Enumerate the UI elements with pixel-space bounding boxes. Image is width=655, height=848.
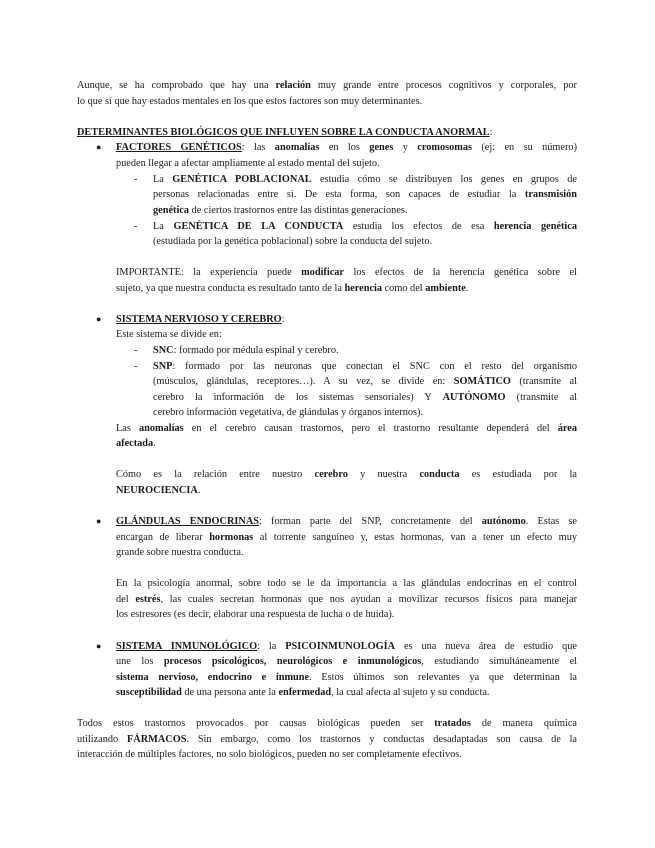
importante-line-1: IMPORTANTE: la experiencia puede modificar los efectos de la herencia genética sobre el — [116, 267, 577, 278]
anomalias-line-1: Las anomalías en el cerebro causan trastornos, pero el trastorno resultante dependerá del área — [116, 423, 578, 434]
snc-line: SNC: formado por médula espinal y cerebro. — [153, 345, 339, 356]
nervioso-intro: Este sistema se divide en: — [116, 329, 222, 340]
geneticos-line-1: FACTORES GENÉTICOS: las anomalías en los genes y cromosomas (ej: en su número) — [116, 142, 578, 153]
glandulas-line-3: grande sobre nuestra conducta. — [116, 547, 244, 558]
inmuno-line-3: sistema nervioso, endocrino e inmune. Estos últimos son relevantes ya que determinan la — [116, 672, 577, 683]
outro-line-1: Todos estos trastornos provocados por causas biológicas pueden ser tratados de manera química — [77, 718, 577, 729]
dash-marker: - — [134, 345, 138, 356]
glandulas-line-2: encargan de liberar hormonas al torrente sanguíneo y, estas hormonas, van a tener un efecto muy — [116, 532, 577, 543]
dash-marker: - — [134, 361, 138, 372]
genetica-poblacional-line-1: La GENÉTICA POBLACIONAL estudia cómo se distribuyen los genes en grupos de — [153, 174, 577, 185]
snp-line-1: SNP: formado por las neuronas que conectan el SNC con el resto del organismo — [153, 361, 577, 372]
snp-line-4: cerebro información vegetativa, de glándulas y órganos internos). — [153, 407, 424, 418]
genetica-poblacional-line-2: personas relacionadas entre sí. De esta forma, son capaces de estudiar la transmisión — [153, 189, 577, 200]
outro-line-2: utilizando FÁRMACOS. Sin embargo, como los trastornos y conductas desadaptadas son causa de la — [77, 734, 577, 745]
anomalias-line-2: afectada. — [116, 438, 156, 449]
genetica-poblacional-line-3: genética de ciertos trastornos entre las distintas generaciones. — [153, 205, 408, 216]
neurociencia-line-1: Cómo es la relación entre nuestro cerebro y nuestra conducta es estudiada por la — [116, 469, 577, 480]
inmuno-line-4: susceptibilidad de una persona ante la enfermedad, la cual afecta al sujeto y su conducta. — [116, 687, 490, 698]
bullet-icon: ● — [96, 516, 102, 526]
nervioso-title: SISTEMA NERVIOSO Y CEREBRO: — [116, 314, 285, 325]
snp-line-2: (músculos, glándulas, receptores…). A su vez, se divide en: SOMÁTICO (transmite al — [153, 376, 577, 387]
glandulas-line-1: GLÁNDULAS ENDOCRINAS: forman parte del SNP, concretamente del autónomo. Estas se — [116, 516, 577, 527]
inmuno-line-2: une los procesos psicológicos, neurológicos e inmunológicos, estudiando simultáneamente el — [116, 656, 577, 667]
genetica-conducta-line-2: (estudiada por la genética poblacional) sobre la conducta del sujeto. — [153, 236, 433, 247]
bullet-icon: ● — [96, 142, 102, 152]
estres-line-3: los estresores (es decir, elaborar una respuesta de lucha o de huida). — [116, 609, 395, 620]
bullet-icon: ● — [96, 641, 102, 651]
importante-line-2: sujeto, ya que nuestra conducta es resultado tanto de la herencia como del ambiente. — [116, 283, 469, 294]
genetica-conducta-line-1: La GENÉTICA DE LA CONDUCTA estudia los efectos de esa herencia genética — [153, 221, 578, 232]
dash-marker: - — [134, 221, 138, 232]
intro-line-2: lo que sí que hay estados mentales en los que estos factores son muy determinantes. — [77, 96, 423, 107]
estres-line-2: del estrés, las cuales secretan hormonas que nos ayudan a movilizar recursos físicos para manejar — [116, 594, 577, 605]
dash-marker: - — [134, 174, 138, 185]
outro-line-3: interacción de múltiples factores, no solo biológicos, pueden no ser completamente efectivos. — [77, 749, 462, 760]
geneticos-line-2: pueden llegar a afectar ampliamente al estado mental del sujeto. — [116, 158, 380, 169]
inmuno-line-1: SISTEMA INMUNOLÓGICO: la PSICOINMUNOLOGÍA es una nueva área de estudio que — [116, 641, 577, 652]
bullet-icon: ● — [96, 314, 102, 324]
section-heading: DETERMINANTES BIOLÓGICOS QUE INFLUYEN SOBRE LA CONDUCTA ANORMAL: — [77, 127, 493, 138]
snp-line-3: cerebro la información de los sistemas sensoriales) Y AUTÓNOMO (transmite al — [153, 392, 577, 403]
intro-line-1: Aunque, se ha comprobado que hay una relación muy grande entre procesos cognitivos y corporales, por — [77, 80, 577, 91]
estres-line-1: En la psicología anormal, sobre todo se le da importancia a las glándulas endocrinas en el control — [116, 578, 577, 589]
neurociencia-line-2: NEUROCIENCIA. — [116, 485, 201, 496]
